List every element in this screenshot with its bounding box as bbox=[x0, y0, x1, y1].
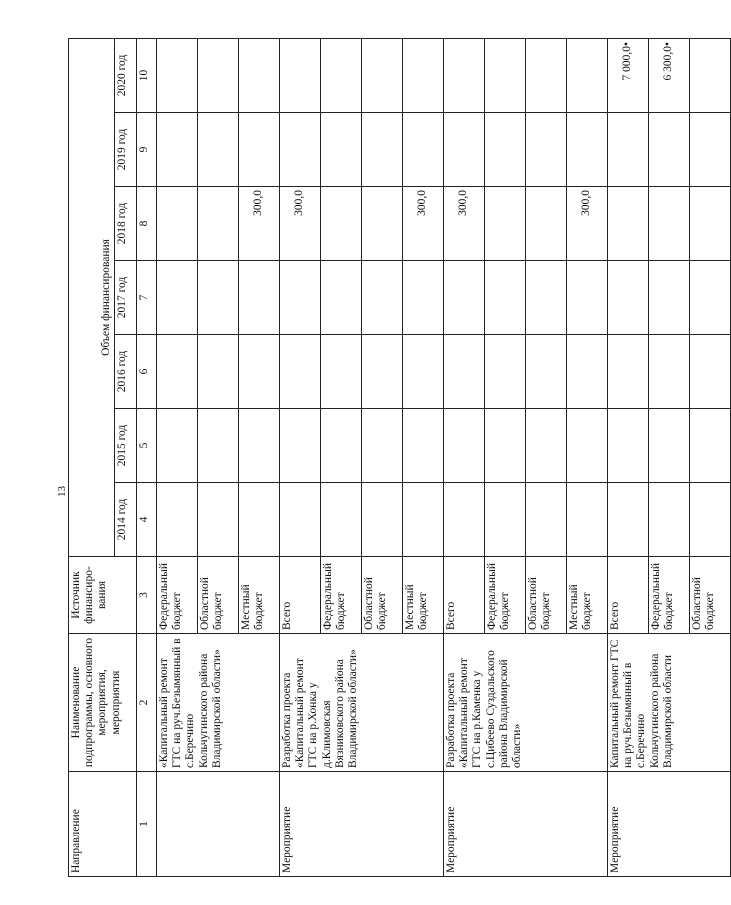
cell-value bbox=[321, 113, 362, 187]
cell-value bbox=[280, 483, 321, 557]
cell-value bbox=[690, 187, 731, 261]
cell-value bbox=[690, 409, 731, 483]
cell-value bbox=[198, 409, 239, 483]
cell-value bbox=[444, 483, 485, 557]
cell-direction bbox=[157, 772, 280, 877]
cell-value bbox=[403, 261, 444, 335]
cell-value bbox=[362, 335, 403, 409]
cell-value: 300,0 bbox=[280, 187, 321, 261]
header-source: Источник финансиро-вания bbox=[69, 557, 137, 634]
cell-value bbox=[362, 113, 403, 187]
cell-source: Областной бюджет bbox=[690, 557, 731, 634]
cell-value bbox=[485, 483, 526, 557]
cell-value bbox=[239, 409, 280, 483]
cell-value bbox=[608, 113, 649, 187]
cell-value bbox=[157, 187, 198, 261]
cell-value bbox=[321, 483, 362, 557]
cell-value bbox=[526, 261, 567, 335]
cell-value bbox=[362, 409, 403, 483]
column-number: 5 bbox=[137, 409, 157, 483]
cell-value bbox=[198, 38, 239, 112]
cell-value bbox=[444, 335, 485, 409]
cell-direction: Мероприятие bbox=[444, 772, 608, 877]
cell-value bbox=[690, 38, 731, 112]
column-number: 6 bbox=[137, 335, 157, 409]
cell-value bbox=[649, 409, 690, 483]
cell-value bbox=[608, 483, 649, 557]
financing-table bbox=[68, 38, 731, 877]
cell-value bbox=[690, 483, 731, 557]
cell-value bbox=[403, 38, 444, 112]
cell-direction: Мероприятие bbox=[280, 772, 444, 877]
header-volume: Объем финансирования bbox=[69, 38, 115, 556]
cell-value: 7 000,0• bbox=[608, 38, 649, 112]
header-name: Наименование подпрограммы, основного мероприятия, мероприятия bbox=[69, 634, 137, 772]
cell-value: 300,0 bbox=[444, 187, 485, 261]
cell-value bbox=[403, 483, 444, 557]
cell-value bbox=[526, 409, 567, 483]
cell-value bbox=[485, 38, 526, 112]
cell-source: Областной бюджет bbox=[526, 557, 567, 634]
cell-value bbox=[608, 261, 649, 335]
column-number: 8 bbox=[137, 187, 157, 261]
cell-event-name: «Капитальный ремонт ГТС на руч.Безымянный в с.Беречино Кольчугинского района Владимирской области» bbox=[157, 634, 280, 772]
cell-value bbox=[649, 335, 690, 409]
cell-value bbox=[608, 187, 649, 261]
cell-value bbox=[157, 113, 198, 187]
cell-value bbox=[444, 38, 485, 112]
cell-source: Местный бюджет bbox=[403, 557, 444, 634]
table-row bbox=[608, 38, 649, 876]
cell-value bbox=[649, 113, 690, 187]
cell-source: Местный бюджет bbox=[239, 557, 280, 634]
cell-value bbox=[321, 409, 362, 483]
column-number: 1 bbox=[137, 772, 157, 877]
cell-value bbox=[649, 483, 690, 557]
cell-value bbox=[239, 483, 280, 557]
cell-value bbox=[690, 261, 731, 335]
cell-value bbox=[690, 113, 731, 187]
cell-value bbox=[444, 409, 485, 483]
cell-value bbox=[444, 113, 485, 187]
cell-value bbox=[157, 483, 198, 557]
cell-value bbox=[526, 187, 567, 261]
cell-value bbox=[157, 261, 198, 335]
cell-event-name: Разработка проекта «Капитальный ремонт ГТС на р.Хонка у д.Климовская Вязниковского района Владимирской области» bbox=[280, 634, 444, 772]
header-direction: Направление bbox=[69, 772, 137, 877]
cell-value bbox=[321, 335, 362, 409]
cell-value bbox=[526, 483, 567, 557]
column-number: 9 bbox=[137, 113, 157, 187]
cell-value bbox=[362, 187, 403, 261]
header-year: 2016 год bbox=[115, 335, 137, 409]
cell-value bbox=[567, 483, 608, 557]
column-number: 2 bbox=[137, 634, 157, 772]
cell-value bbox=[321, 187, 362, 261]
cell-value bbox=[280, 335, 321, 409]
cell-value bbox=[485, 335, 526, 409]
cell-source: Федеральный бюджет bbox=[157, 557, 198, 634]
cell-value bbox=[157, 335, 198, 409]
cell-source: Федеральный бюджет bbox=[321, 557, 362, 634]
table-row bbox=[157, 38, 198, 876]
cell-value bbox=[485, 187, 526, 261]
cell-value bbox=[198, 335, 239, 409]
cell-source: Местный бюджет bbox=[567, 557, 608, 634]
header-year: 2014 год bbox=[115, 483, 137, 557]
cell-value bbox=[567, 409, 608, 483]
cell-source: Всего bbox=[280, 557, 321, 634]
cell-value bbox=[362, 483, 403, 557]
cell-event-name: Капитальный ремонт ГТС на руч.Безымянный в с.Беречино Кольчугинского района Владимирской области bbox=[608, 634, 731, 772]
cell-value bbox=[280, 38, 321, 112]
column-number: 4 bbox=[137, 483, 157, 557]
cell-direction: Мероприятие bbox=[608, 772, 731, 877]
cell-value bbox=[280, 113, 321, 187]
cell-value bbox=[567, 38, 608, 112]
cell-value bbox=[362, 38, 403, 112]
cell-value bbox=[690, 335, 731, 409]
cell-value bbox=[485, 261, 526, 335]
cell-value bbox=[239, 38, 280, 112]
cell-value bbox=[608, 409, 649, 483]
cell-value bbox=[403, 409, 444, 483]
cell-value bbox=[403, 113, 444, 187]
cell-value bbox=[157, 38, 198, 112]
cell-value bbox=[444, 261, 485, 335]
cell-value bbox=[485, 113, 526, 187]
cell-value bbox=[608, 335, 649, 409]
cell-value bbox=[198, 113, 239, 187]
cell-value: 6 300,0• bbox=[649, 38, 690, 112]
cell-value bbox=[526, 113, 567, 187]
cell-source: Областной бюджет bbox=[198, 557, 239, 634]
cell-value bbox=[198, 483, 239, 557]
cell-value bbox=[362, 261, 403, 335]
rotated-page bbox=[68, 39, 717, 877]
page-number: 13 bbox=[56, 486, 68, 497]
cell-value bbox=[567, 335, 608, 409]
column-number: 3 bbox=[137, 557, 157, 634]
table-row bbox=[280, 38, 321, 876]
cell-value bbox=[239, 261, 280, 335]
cell-value bbox=[321, 261, 362, 335]
cell-value bbox=[526, 38, 567, 112]
cell-source: Федеральный бюджет bbox=[649, 557, 690, 634]
header-year: 2015 год bbox=[115, 409, 137, 483]
cell-event-name: Разработка проекта «Капитальный ремонт ГТС на р.Каменка у с.Цибеево Суздальского района Владимирской области» bbox=[444, 634, 608, 772]
cell-value bbox=[280, 409, 321, 483]
cell-value bbox=[239, 113, 280, 187]
cell-value bbox=[649, 187, 690, 261]
table-row bbox=[444, 38, 485, 876]
cell-value bbox=[526, 335, 567, 409]
cell-value: 300,0 bbox=[239, 187, 280, 261]
cell-value: 300,0 bbox=[403, 187, 444, 261]
cell-value bbox=[485, 409, 526, 483]
cell-value bbox=[567, 113, 608, 187]
cell-source: Областной бюджет bbox=[362, 557, 403, 634]
cell-value: 300,0 bbox=[567, 187, 608, 261]
cell-value bbox=[280, 261, 321, 335]
header-year: 2017 год bbox=[115, 261, 137, 335]
cell-value bbox=[403, 335, 444, 409]
cell-source: Всего bbox=[608, 557, 649, 634]
cell-value bbox=[649, 261, 690, 335]
cell-value bbox=[157, 409, 198, 483]
cell-source: Федеральный бюджет bbox=[485, 557, 526, 634]
column-number: 10 bbox=[137, 38, 157, 112]
header-year: 2019 год bbox=[115, 113, 137, 187]
header-year: 2018 год bbox=[115, 187, 137, 261]
cell-value bbox=[239, 335, 280, 409]
cell-value bbox=[567, 261, 608, 335]
cell-value bbox=[198, 187, 239, 261]
cell-value bbox=[321, 38, 362, 112]
header-year: 2020 год bbox=[115, 38, 137, 112]
column-number: 7 bbox=[137, 261, 157, 335]
cell-source: Всего bbox=[444, 557, 485, 634]
cell-value bbox=[198, 261, 239, 335]
